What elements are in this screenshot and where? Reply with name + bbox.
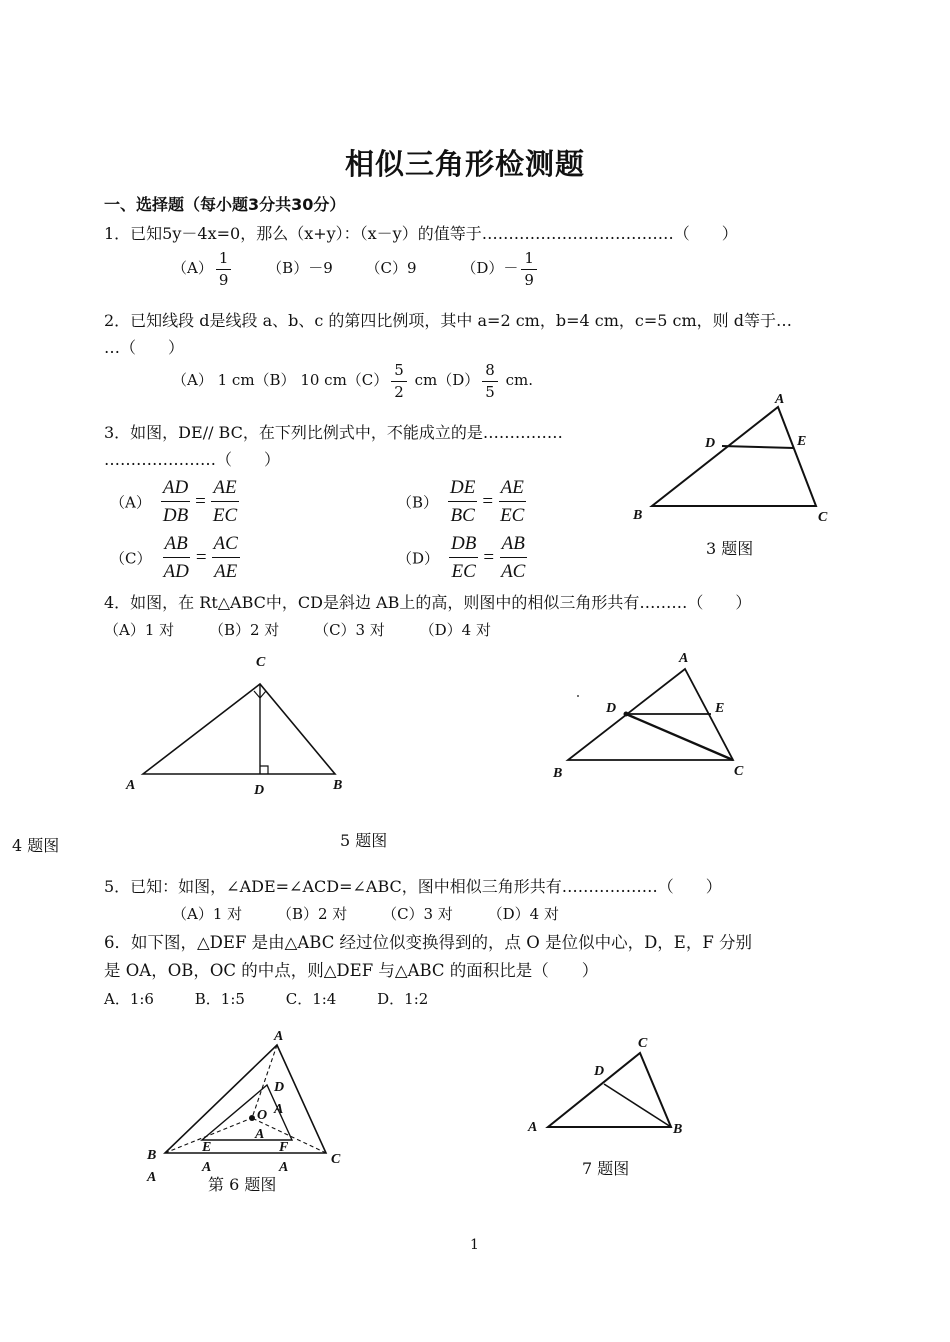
q2-option-c-fraction: $\frac{5}{2}$ [391, 362, 407, 400]
question-4-stem: 4．如图，在 Rt△ABC中，CD是斜边 AB上的高，则图中的相似三角形共有………（ ） [104, 593, 752, 612]
fig6-label-a-low: A [202, 1160, 212, 1175]
q6-option-a: A．1:6 [104, 990, 154, 1008]
q6-option-b: B．1:5 [194, 990, 245, 1008]
q1-option-b: （B）－9 [267, 259, 333, 277]
q1-option-c: （C）9 [365, 259, 417, 277]
figure-5-triangle [548, 648, 768, 783]
fig7-label-b: B [673, 1122, 683, 1137]
question-4-options [104, 619, 491, 640]
question-5-stem: 5．已知：如图，∠ADE=∠ACD=∠ABC，图中相似三角形共有………………（ ） [104, 877, 722, 896]
fig3-label-c: C [818, 510, 828, 525]
fig5-label-d: D [606, 701, 617, 716]
question-3-stem: 3．如图，DE// BC，在下列比例式中，不能成立的是…………… [104, 423, 563, 442]
fig5-label-b: B [553, 766, 563, 781]
fig7-label-a: A [528, 1120, 538, 1135]
q4-option-a: （A）1 对 [104, 621, 175, 639]
fig6-label-c: C [331, 1152, 341, 1167]
fig3-label-d: D [705, 436, 716, 451]
page-number: 1 [470, 1237, 479, 1253]
figure-6-homothety [140, 1025, 355, 1190]
q5-option-c: （C）3 对 [382, 905, 453, 923]
fig6-label-b: B [147, 1148, 157, 1163]
q1-option-d: （D）－ [461, 259, 519, 277]
figure-3-caption: 3 题图 [706, 539, 754, 558]
fig5-label-c: C [734, 764, 744, 779]
q4-option-d: （D）4 对 [419, 621, 491, 639]
q6-option-c: C．1:4 [285, 990, 337, 1008]
fig3-label-a: A [775, 392, 785, 407]
q4-option-c: （C）3 对 [314, 621, 385, 639]
q3-option-a: （A） $\frac{AD}{DB}$ = $\frac{AE}{EC}$ [110, 477, 238, 526]
fig6-label-a: A [274, 1029, 284, 1044]
figure-6-caption: 第 6 题图 [208, 1175, 277, 1194]
q5-option-b: （B）2 对 [276, 905, 348, 923]
fig6-label-f: F [279, 1140, 289, 1155]
fig4-label-d: D [254, 783, 265, 798]
fig3-label-e: E [797, 434, 807, 449]
fig6-label-a-inner: A [274, 1102, 284, 1117]
q2-options-mid: cm（D） [414, 371, 480, 389]
fig4-label-a: A [126, 778, 136, 793]
question-6-stem-cont: 是 OA，OB，OC 的中点，则△DEF 与△ABC 的面积比是（ ） [104, 961, 599, 980]
q1-option-d-fraction: $\frac{1}{9}$ [521, 250, 537, 288]
q6-option-d: D．1:2 [377, 990, 429, 1008]
fig5-label-a: A [679, 651, 689, 666]
question-6-stem: 6．如下图，△DEF 是由△ABC 经过位似变换得到的，点 O 是位似中心，D，E，F 分别 [104, 933, 753, 952]
fig7-label-d: D [594, 1064, 605, 1079]
question-6-options [104, 988, 428, 1009]
fig4-label-c: C [256, 655, 266, 670]
q3-option-b: （B） $\frac{DE}{BC}$ = $\frac{AE}{EC}$ [397, 477, 525, 526]
q3-option-c: （C） $\frac{AB}{AD}$ = $\frac{AC}{AE}$ [110, 533, 238, 582]
figure-4-caption: 4 题图 [12, 836, 60, 855]
figure-7-caption: 7 题图 [582, 1159, 630, 1178]
q3-option-d: （D） $\frac{DB}{EC}$ = $\frac{AB}{AC}$ [397, 533, 526, 582]
fig6-label-o: O [257, 1108, 268, 1123]
figure-5-caption: 5 题图 [340, 831, 388, 850]
q5-option-d: （D）4 对 [487, 905, 559, 923]
q5-option-a: （A）1 对 [172, 905, 243, 923]
page-title: 相似三角形检测题 [345, 147, 586, 181]
question-1-options [172, 250, 540, 288]
fig6-label-e: E [202, 1140, 212, 1155]
question-5-options [172, 903, 559, 924]
fig6-label-d: D [274, 1080, 285, 1095]
question-2-stem: 2．已知线段 d是线段 a、b、c 的第四比例项，其中 a=2 cm，b=4 cm，c=5 cm，则 d等于… [104, 311, 792, 330]
figure-7-triangle [520, 1030, 695, 1145]
q4-option-b: （B）2 对 [208, 621, 280, 639]
fig6-label-a-low2: A [279, 1160, 289, 1175]
q1-option-a: （A） [172, 259, 213, 277]
question-2-stem-cont: …（ ） [104, 338, 185, 357]
section-heading: 一、选择题（每小题3分共30分） [104, 195, 346, 214]
fig5-label-e: E [715, 701, 725, 716]
question-2-options [172, 362, 533, 400]
q2-options-text: （A） 1 cm（B） 10 cm（C） [172, 371, 389, 389]
q2-option-d-fraction: $\frac{8}{5}$ [482, 362, 498, 400]
fig4-label-b: B [333, 778, 343, 793]
q2-options-end: cm. [505, 371, 534, 389]
fig6-label-a-mid: A [255, 1127, 265, 1142]
question-3-stem-cont: …………………（ ） [104, 450, 281, 469]
q1-option-a-fraction: $\frac{1}{9}$ [216, 250, 232, 288]
fig7-label-c: C [638, 1036, 648, 1051]
fig6-label-a-corner: A [147, 1170, 157, 1185]
figure-3-triangle [625, 385, 845, 530]
question-1-stem: 1．已知5y－4x=0，那么（x+y）：（x－y）的值等于………………………………（ ） [104, 224, 738, 243]
fig3-label-b: B [633, 508, 643, 523]
figure-4-right-triangle [120, 650, 360, 800]
